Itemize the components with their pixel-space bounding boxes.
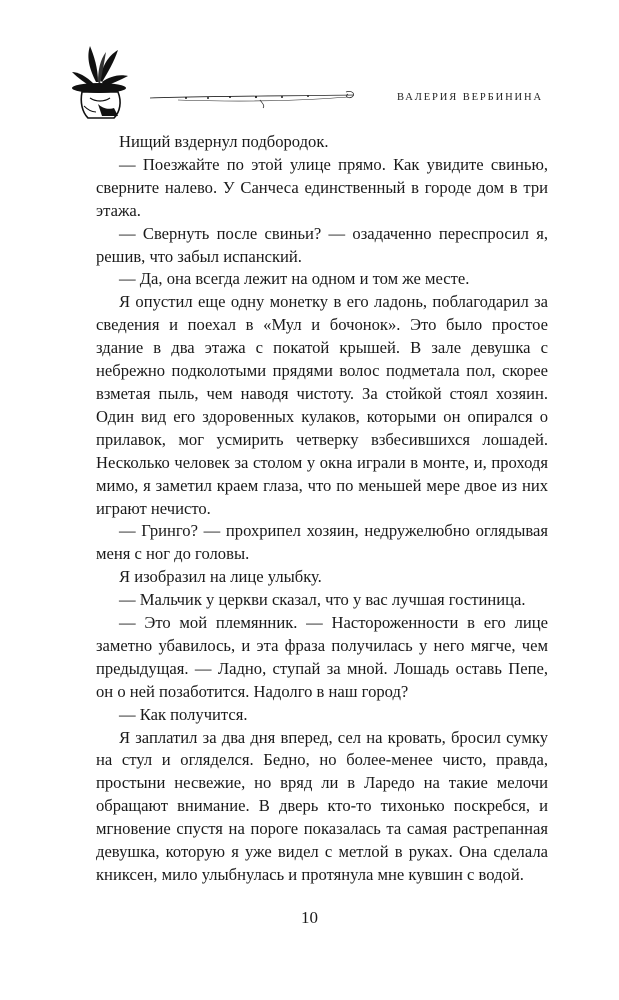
page-body-text — [96, 131, 548, 887]
header-decorative-rule — [148, 88, 358, 110]
header-ornament-emblem — [68, 42, 130, 120]
page-number: 10 — [301, 908, 318, 927]
paragraph: Нищий вздернул подбородок. — [119, 132, 329, 151]
paragraph: — Свернуть после свиньи? — озадаченно переспросил я, решив, что забыл испанский. — [96, 223, 548, 266]
paragraph: — Гринго? — прохрипел хозяин, недружелюбно оглядывая меня с ног до головы. — [96, 521, 548, 564]
paragraph: — Поезжайте по этой улице прямо. Как увидите свинью, сверните налево. У Санчеса единственный в городе дом в три этажа. — [96, 154, 548, 220]
paragraph: — Мальчик у церкви сказал, что у вас лучшая гостиница. — [119, 590, 526, 610]
paragraph: Я заплатил за два дня вперед, сел на кровать, бросил сумку на стул и огляделся. Бедно, но более-менее чисто, правда, простыни несвежие, но вряд ли в Ларедо на такие мелочи обращают внимание. В дверь кто-то тихонько поскребся, и мгновение спустя на пороге показалась та самая растрепанная девушка, которую я уже видел с метлой в руках. Она сделала книксен, мило улыбнулась и протянула мне кувшин с водой. — [96, 727, 548, 884]
paragraph: — Да, она всегда лежит на одном и том же месте. — [119, 269, 470, 289]
paragraph: Я изобразил на лице улыбку. — [119, 567, 322, 587]
running-header-author: ВАЛЕРИЯ ВЕРБИНИНА — [397, 92, 544, 103]
paragraph: — Как получится. — [119, 704, 248, 724]
paragraph: — Это мой племянник. — Настороженности в его лице заметно убавилось, и эта фраза получилась у него мягче, чем предыдущая. — Ладно, ступай за мной. Лошадь оставь Пепе, он о ней позаботится. Надолго в наш город? — [96, 613, 548, 701]
paragraph: Я опустил еще одну монетку в его ладонь, поблагодарил за сведения и поехал в «Мул и бочонок». Это было простое здание в два этажа с покатой крышей. В зале девушка с небрежно подколотыми прядями волос подметала пол, скорее взметая пыль, чем наводя чистоту. За стойкой стоял хозяин. Один вид его здоровенных кулаков, которыми он опирался о прилавок, мог усмирить четверку взбесившихся лошадей. Несколько человек за столом у окна играли в монте, и, проходя мимо, я заметил краем глаза, что по меньшей мере двое из них играют нечисто. — [96, 292, 548, 518]
